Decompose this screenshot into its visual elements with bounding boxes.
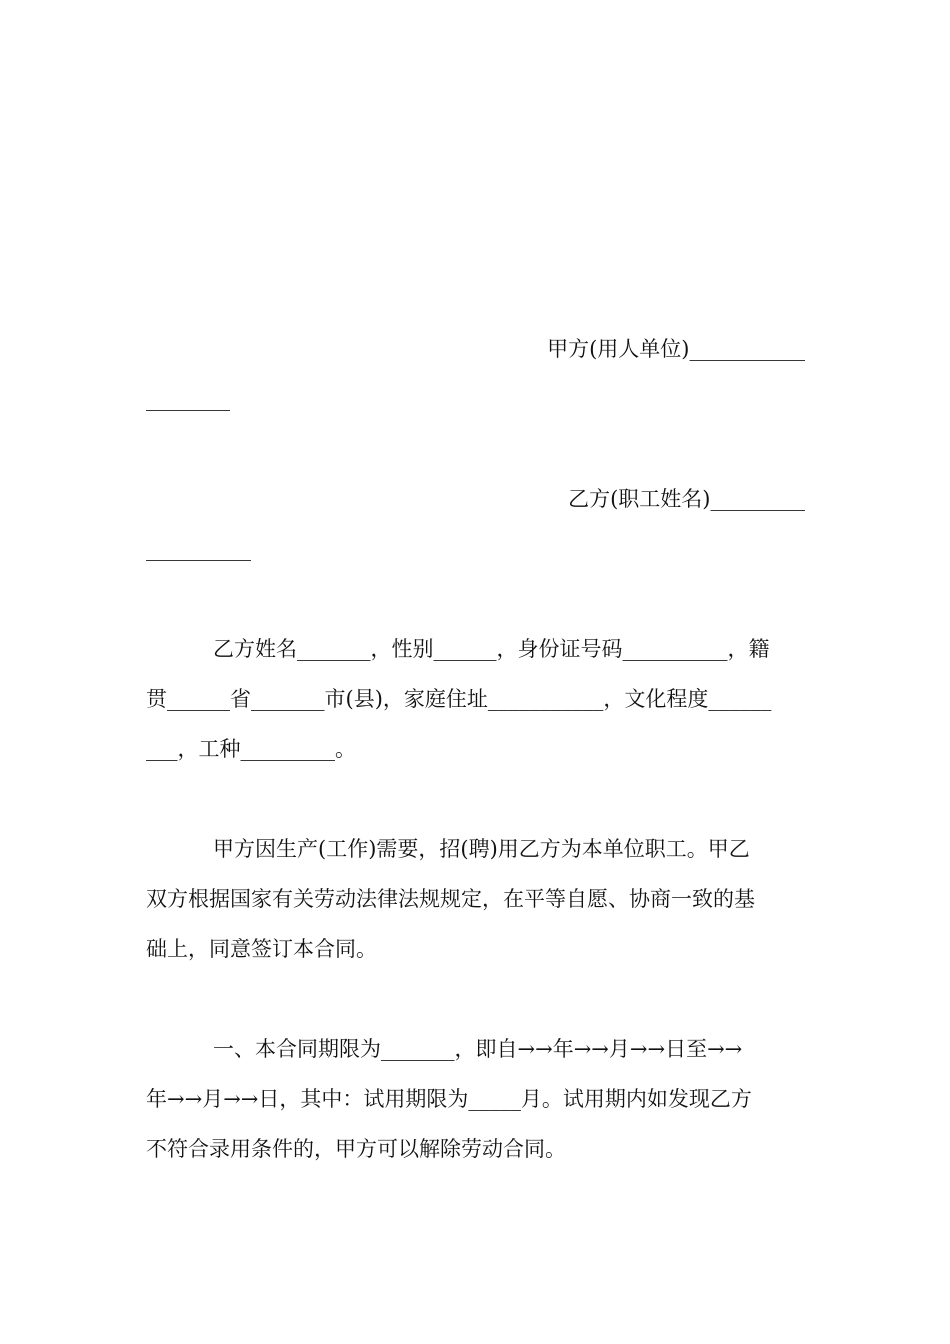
party-a-blank-continuation: ________: [146, 387, 230, 411]
party-b-blank-continuation: __________: [146, 537, 251, 561]
party-b-line: 乙方(职工姓名)_________: [568, 487, 805, 511]
party-a-line: 甲方(用人单位)___________: [547, 337, 805, 361]
preamble-line-3: 础上，同意签订本合同。: [146, 937, 377, 961]
clause-one-line-3: 不符合录用条件的，甲方可以解除劳动合同。: [146, 1137, 566, 1161]
personal-info-line-3: ___，工种_________。: [146, 737, 356, 761]
preamble-line-2: 双方根据国家有关劳动法律法规规定，在平等自愿、协商一致的基: [146, 887, 755, 911]
personal-info-line-1: 乙方姓名_______，性别______，身份证号码__________，籍: [213, 637, 770, 661]
clause-one-line-2: 年→→月→→日，其中：试用期限为_____月。试用期内如发现乙方: [146, 1087, 752, 1111]
clause-one-line-1: 一、本合同期限为_______，即自→→年→→月→→日至→→: [213, 1037, 743, 1061]
preamble-line-1: 甲方因生产(工作)需要，招(聘)用乙方为本单位职工。甲乙: [213, 837, 750, 861]
personal-info-line-2: 贯______省_______市(县)，家庭住址___________，文化程度______: [146, 687, 772, 711]
